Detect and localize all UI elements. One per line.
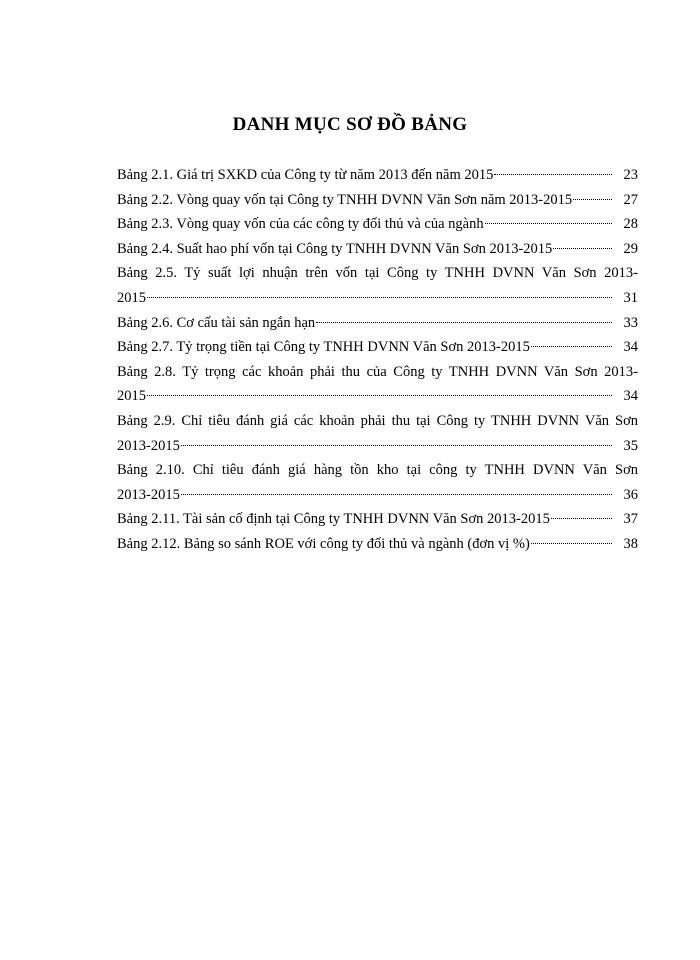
toc-entry-page: 34 (623, 388, 638, 405)
toc-entry-2-11[interactable] (117, 507, 638, 532)
dot-leader (553, 247, 612, 249)
toc-entry-page: 36 (623, 486, 638, 503)
toc-entry-2-6[interactable] (117, 311, 638, 336)
toc-entry-label: Bảng 2.12. Bảng so sánh ROE với công ty đối thủ và ngành (đơn vị %) (117, 535, 530, 552)
toc-entry-page: 33 (623, 314, 638, 331)
dot-leader (551, 517, 612, 519)
page-title: DANH MỤC SƠ ĐỒ BẢNG (232, 114, 468, 135)
dot-leader (485, 222, 612, 224)
toc-entry-label-line1: Bảng 2.5. Tỷ suất lợi nhuận trên vốn tại Công ty TNHH DVNN Văn Sơn 2013- (117, 265, 638, 282)
toc-entry-page: 23 (623, 167, 638, 183)
toc-entry-label-line2: 2015 (117, 289, 146, 306)
toc-entry-page: 28 (623, 216, 638, 233)
toc-entry-2-12[interactable] (117, 532, 638, 557)
toc-entry-label-line1: Bảng 2.9. Chỉ tiêu đánh giá các khoản phải thu tại Công ty TNHH DVNN Văn Sơn (117, 412, 638, 429)
toc-entry-2-9[interactable] (117, 409, 638, 458)
toc-entry-label-line1: Bảng 2.10. Chỉ tiêu đánh giá hàng tồn kho tại công ty TNHH DVNN Văn Sơn (117, 462, 638, 479)
toc-entry-2-8[interactable] (117, 360, 638, 409)
dot-leader (494, 173, 612, 175)
dot-leader (147, 296, 612, 298)
dot-leader (531, 345, 612, 347)
toc-entry-page: 31 (623, 289, 638, 306)
toc-entry-page: 38 (623, 535, 638, 552)
toc-entry-page: 35 (623, 437, 638, 454)
toc-entry-2-4[interactable] (117, 237, 638, 262)
toc-entry-label-line2: 2013-2015 (117, 486, 180, 503)
toc-entry-page: 29 (623, 240, 638, 257)
toc-entry-label: Bảng 2.4. Suất hao phí vốn tại Công ty TNHH DVNN Văn Sơn 2013-2015 (117, 240, 553, 257)
dot-leader (181, 493, 612, 495)
dot-leader (147, 394, 612, 396)
dot-leader (573, 198, 612, 200)
toc-entry-2-7[interactable] (117, 335, 638, 360)
toc-entry-label: Bảng 2.3. Vòng quay vốn của các công ty đối thủ và của ngành (117, 216, 484, 233)
toc-entry-label-line2: 2013-2015 (117, 437, 180, 454)
toc-entry-page: 34 (623, 339, 638, 356)
toc-entry-page: 37 (623, 511, 638, 528)
toc-entry-2-3[interactable] (117, 212, 638, 237)
dot-leader (181, 444, 612, 446)
table-of-contents (117, 163, 638, 557)
toc-entry-label: Bảng 2.7. Tỷ trọng tiền tại Công ty TNHH DVNN Văn Sơn 2013-2015 (117, 339, 530, 356)
toc-entry-2-10[interactable] (117, 458, 638, 507)
dot-leader (316, 321, 612, 323)
dot-leader (531, 542, 612, 544)
toc-entry-label-line2: 2015 (117, 388, 146, 405)
toc-entry-label: Bảng 2.2. Vòng quay vốn tại Công ty TNHH DVNN Văn Sơn năm 2013-2015 (117, 191, 573, 208)
toc-entry-label-line1: Bảng 2.8. Tỷ trọng các khoản phải thu của Công ty TNHH DVNN Văn Sơn 2013- (117, 363, 638, 380)
toc-entry-page: 27 (623, 191, 638, 208)
toc-entry-label: Bảng 2.6. Cơ cấu tài sản ngắn hạn (117, 314, 316, 331)
toc-entry-2-2[interactable] (117, 188, 638, 213)
toc-entry-2-1[interactable] (117, 163, 638, 188)
toc-entry-label: Bảng 2.1. Giá trị SXKD của Công ty từ năm 2013 đến năm 2015 (117, 167, 494, 183)
toc-entry-label: Bảng 2.11. Tài sản cố định tại Công ty TNHH DVNN Văn Sơn 2013-2015 (117, 511, 550, 528)
toc-entry-2-5[interactable] (117, 261, 638, 310)
